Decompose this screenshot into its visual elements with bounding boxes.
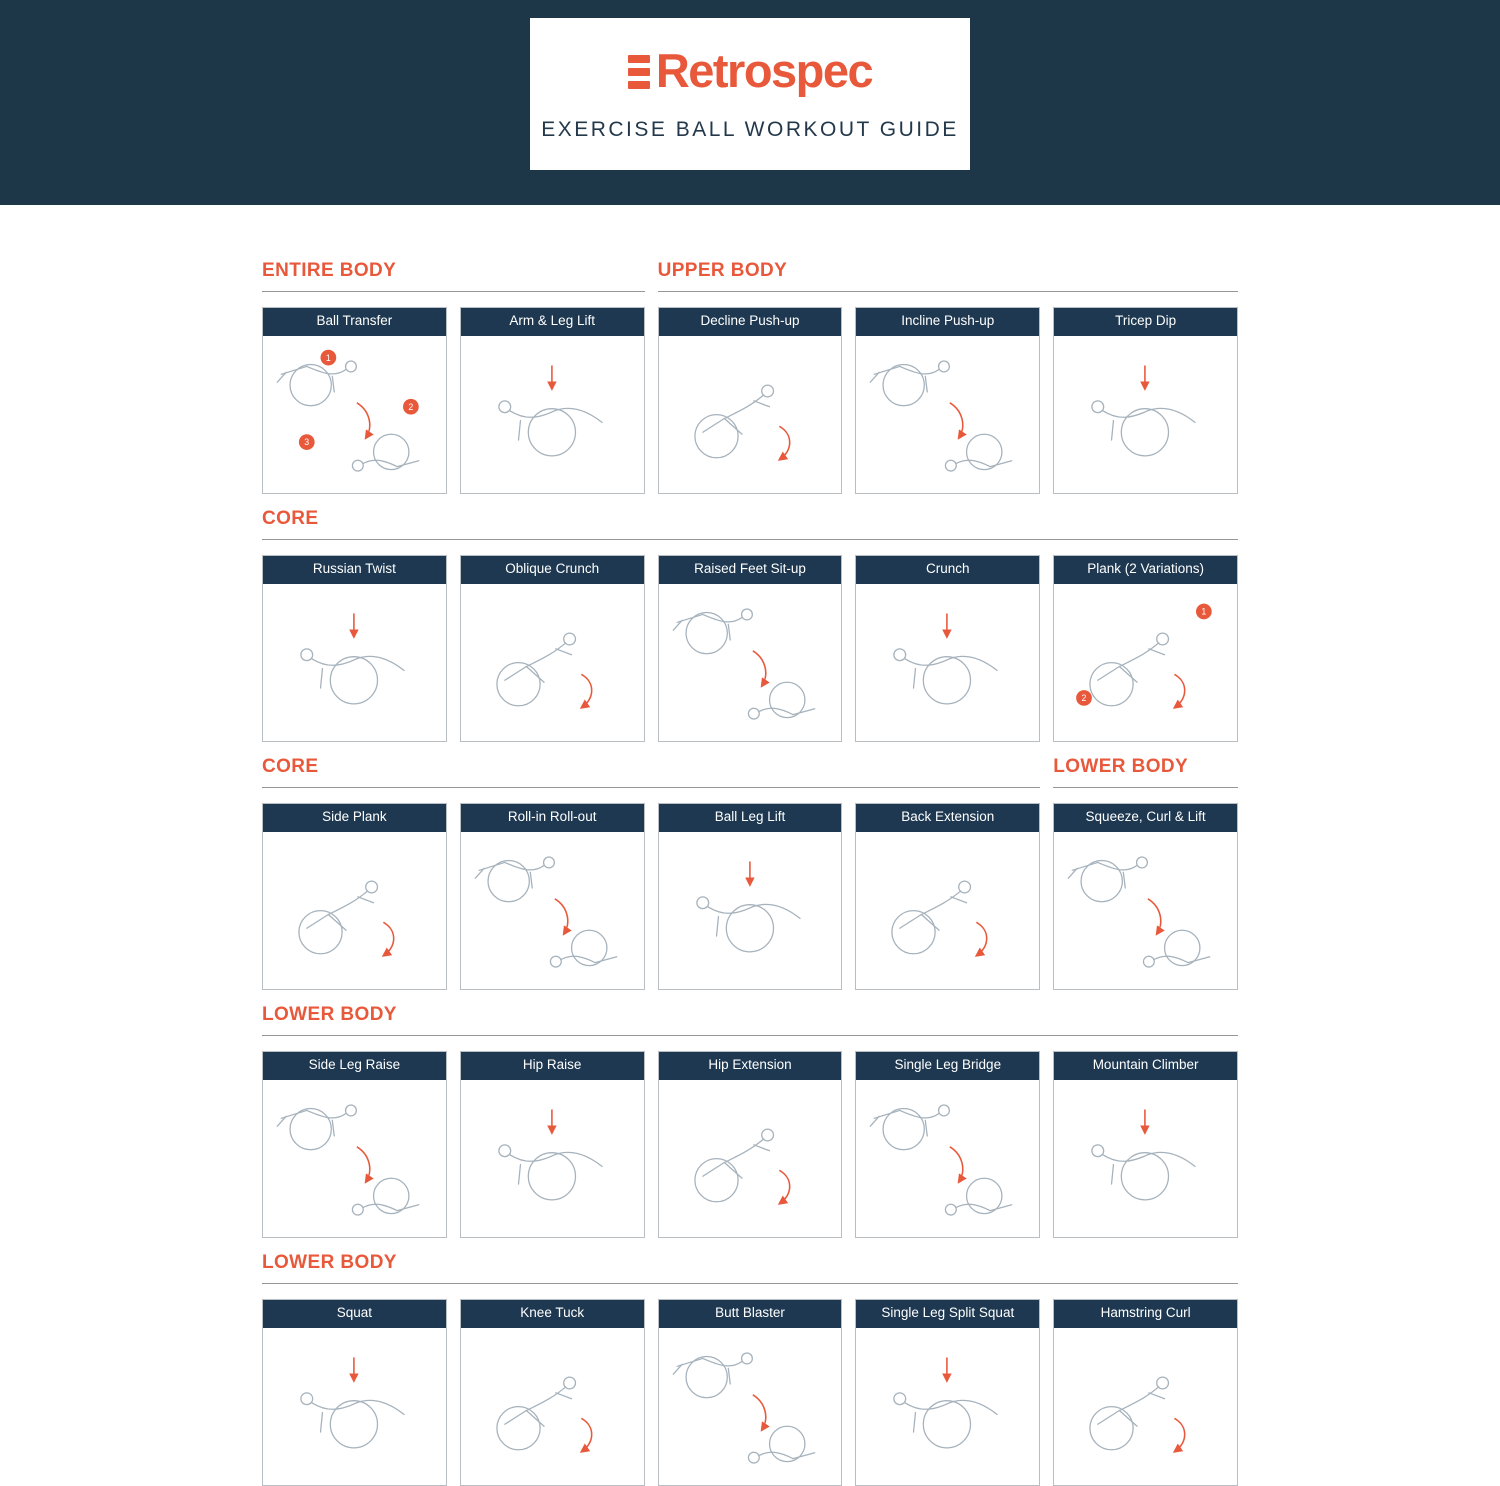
exercise-figure-icon <box>1054 832 1237 989</box>
exercise-card-title: Hamstring Curl <box>1054 1300 1237 1328</box>
section-heading-label: LOWER BODY <box>262 1004 397 1025</box>
exercise-figure-icon <box>659 584 842 741</box>
exercise-card-title: Side Plank <box>263 804 446 832</box>
section-heading-label: LOWER BODY <box>1053 756 1189 777</box>
exercise-figure-icon <box>659 1328 842 1485</box>
exercise-figure-icon <box>659 336 842 493</box>
exercise-figure-icon <box>1054 1328 1237 1485</box>
section-heading-label: UPPER BODY <box>657 260 788 281</box>
exercise-illustration <box>856 584 1039 741</box>
header-band <box>0 0 1500 205</box>
exercise-card <box>460 307 645 494</box>
exercise-illustration <box>1054 1328 1237 1485</box>
section-heading-label: ENTIRE BODY <box>262 260 397 281</box>
exercise-figure-icon <box>1054 584 1237 741</box>
exercise-figure-icon <box>461 1080 644 1237</box>
exercise-card-title: Arm & Leg Lift <box>461 308 644 336</box>
exercise-card <box>855 1051 1040 1238</box>
section-heading-label: CORE <box>262 756 319 777</box>
exercise-card-title: Single Leg Bridge <box>856 1052 1039 1080</box>
exercise-figure-icon <box>461 584 644 741</box>
exercise-figure-icon <box>263 832 446 989</box>
exercise-card-title: Tricep Dip <box>1054 308 1237 336</box>
exercise-figure-icon <box>1054 336 1237 493</box>
exercise-card-title: Single Leg Split Squat <box>856 1300 1039 1328</box>
exercise-card <box>460 1051 645 1238</box>
exercise-card-title: Plank (2 Variations) <box>1054 556 1237 584</box>
exercise-card-title: Knee Tuck <box>461 1300 644 1328</box>
exercise-illustration <box>856 832 1039 989</box>
exercise-card-title: Roll-in Roll-out <box>461 804 644 832</box>
exercise-figure-icon <box>659 832 842 989</box>
logo-text: Retrospec <box>655 43 873 97</box>
exercise-card <box>658 803 843 990</box>
exercise-figure-icon <box>856 336 1039 493</box>
exercise-card-title: Russian Twist <box>263 556 446 584</box>
exercise-figure-icon <box>461 1328 644 1485</box>
exercise-illustration <box>263 1328 446 1485</box>
svg-text:1: 1 <box>1201 606 1207 617</box>
exercise-illustration <box>461 1080 644 1237</box>
exercise-figure-icon <box>856 1328 1039 1485</box>
section-heading <box>262 756 1040 788</box>
exercise-card <box>855 803 1040 990</box>
exercise-card <box>262 1299 447 1486</box>
exercise-card-title: Butt Blaster <box>659 1300 842 1328</box>
exercise-figure-icon <box>263 1080 446 1237</box>
section-heading <box>262 508 1238 540</box>
exercise-illustration <box>461 336 644 493</box>
header-card <box>530 18 970 170</box>
exercise-illustration <box>856 1328 1039 1485</box>
exercise-card <box>1053 1299 1238 1486</box>
exercise-card <box>658 307 843 494</box>
exercise-card-title: Decline Push-up <box>659 308 842 336</box>
exercise-card-title: Back Extension <box>856 804 1039 832</box>
exercise-illustration <box>659 1080 842 1237</box>
section-heading <box>262 260 645 292</box>
exercise-figure-icon <box>856 1080 1039 1237</box>
section-heading <box>262 1004 1238 1036</box>
exercise-cards-row <box>262 803 1238 990</box>
exercise-illustration <box>659 584 842 741</box>
exercise-illustration <box>856 1080 1039 1237</box>
exercise-card-title: Squeeze, Curl & Lift <box>1054 804 1237 832</box>
exercise-card <box>855 555 1040 742</box>
retrospec-logo <box>628 43 873 97</box>
exercise-card-title: Hip Raise <box>461 1052 644 1080</box>
exercise-card <box>262 307 447 494</box>
exercise-illustration <box>263 584 446 741</box>
exercise-figure-icon <box>461 832 644 989</box>
exercise-illustration <box>263 832 446 989</box>
exercise-card-title: Ball Transfer <box>263 308 446 336</box>
exercise-figure-icon <box>263 1328 446 1485</box>
section-heading <box>658 260 1238 292</box>
exercise-illustration <box>659 832 842 989</box>
exercise-card <box>262 1051 447 1238</box>
exercise-figure-icon <box>263 584 446 741</box>
section-heading-label: CORE <box>262 508 319 529</box>
section-heading-row <box>262 1004 1238 1036</box>
section-heading <box>262 1252 1238 1284</box>
svg-text:2: 2 <box>1081 692 1087 703</box>
exercise-illustration <box>263 336 446 493</box>
exercise-cards-row <box>262 555 1238 742</box>
exercise-cards-row <box>262 307 1238 494</box>
exercise-card-title: Incline Push-up <box>856 308 1039 336</box>
exercise-card <box>460 803 645 990</box>
exercise-figure-icon <box>461 336 644 493</box>
exercise-illustration <box>1054 584 1237 741</box>
exercise-card-title: Mountain Climber <box>1054 1052 1237 1080</box>
exercise-figure-icon <box>1054 1080 1237 1237</box>
exercise-card <box>658 1299 843 1486</box>
section-heading-row <box>262 260 1238 292</box>
exercise-card <box>1053 1051 1238 1238</box>
exercise-illustration <box>461 832 644 989</box>
exercise-illustration <box>659 1328 842 1485</box>
exercise-card <box>1053 555 1238 742</box>
exercise-card <box>1053 803 1238 990</box>
exercise-figure-icon <box>263 336 446 493</box>
section-heading <box>1053 756 1238 788</box>
exercise-illustration <box>1054 336 1237 493</box>
guide-subtitle: EXERCISE BALL WORKOUT GUIDE <box>541 117 959 141</box>
exercise-card-title: Oblique Crunch <box>461 556 644 584</box>
svg-text:1: 1 <box>325 352 331 363</box>
exercise-card-title: Squat <box>263 1300 446 1328</box>
exercise-figure-icon <box>659 1080 842 1237</box>
exercise-card <box>855 307 1040 494</box>
svg-text:2: 2 <box>408 401 414 412</box>
exercise-card <box>262 555 447 742</box>
exercise-card <box>460 555 645 742</box>
exercise-figure-icon <box>856 584 1039 741</box>
exercise-illustration <box>856 336 1039 493</box>
exercise-cards-row <box>262 1299 1238 1486</box>
exercise-card <box>1053 307 1238 494</box>
exercise-card <box>658 555 843 742</box>
exercise-card-title: Hip Extension <box>659 1052 842 1080</box>
section-heading-row <box>262 1252 1238 1284</box>
exercise-illustration <box>1054 1080 1237 1237</box>
section-heading-row <box>262 508 1238 540</box>
exercise-card <box>262 803 447 990</box>
workout-grid <box>262 205 1238 1486</box>
exercise-illustration <box>1054 832 1237 989</box>
exercise-cards-row <box>262 1051 1238 1238</box>
exercise-card-title: Raised Feet Sit-up <box>659 556 842 584</box>
exercise-card-title: Ball Leg Lift <box>659 804 842 832</box>
exercise-illustration <box>461 584 644 741</box>
exercise-figure-icon <box>856 832 1039 989</box>
exercise-card <box>658 1051 843 1238</box>
exercise-illustration <box>263 1080 446 1237</box>
logo-bars-icon <box>628 55 650 89</box>
exercise-card <box>855 1299 1040 1486</box>
exercise-card <box>460 1299 645 1486</box>
section-heading-row <box>262 756 1238 788</box>
exercise-card-title: Side Leg Raise <box>263 1052 446 1080</box>
exercise-illustration <box>461 1328 644 1485</box>
exercise-illustration <box>659 336 842 493</box>
svg-text:3: 3 <box>304 437 310 448</box>
exercise-card-title: Crunch <box>856 556 1039 584</box>
section-heading-label: LOWER BODY <box>262 1252 397 1273</box>
